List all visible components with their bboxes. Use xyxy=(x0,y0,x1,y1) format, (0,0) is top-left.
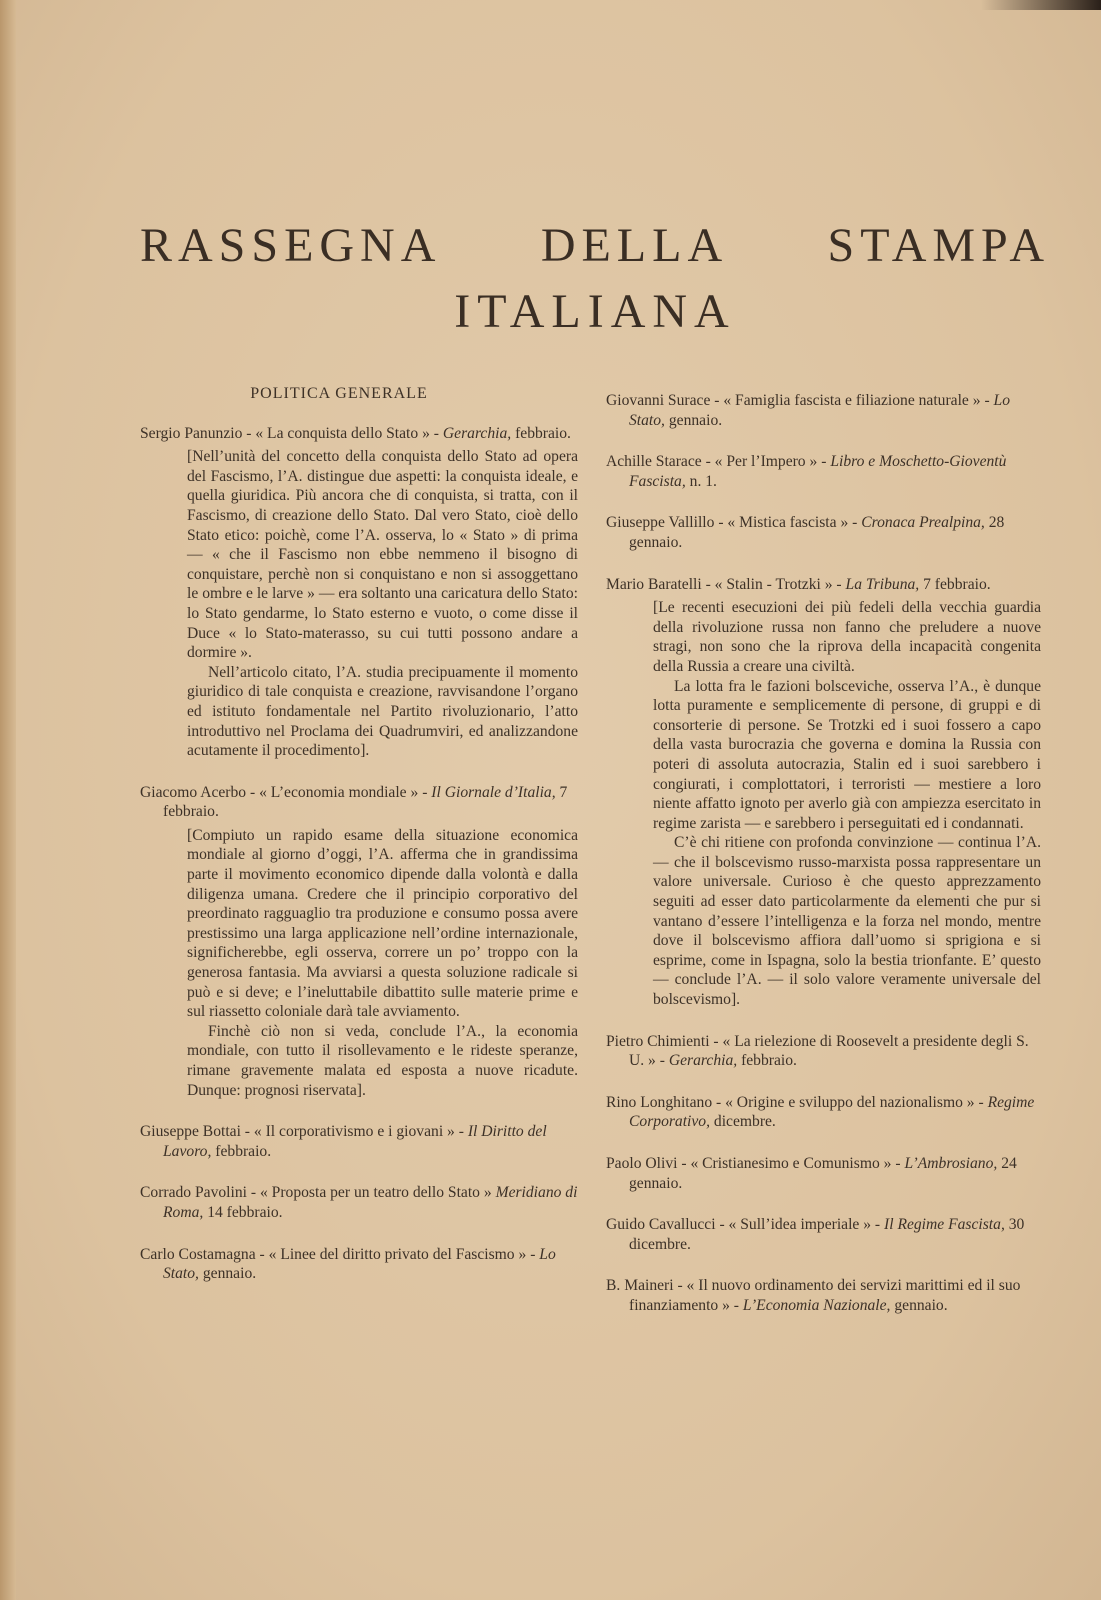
publication-name: Gerarchia, xyxy=(442,424,512,442)
citation-text: Mario Baratelli - « Stalin - Trotzki » - xyxy=(606,575,842,593)
summary-paragraph: La lotta fra le fazioni bolsceviche, osserva l’A., è dunque lotta puramente e semplicemente di persone, di gruppi e di consorterie di persone. Se Trotzki ed i suoi fossero a capo della vasta burocrazia che governa e domina la Russia con poteri di assoluta autocrazia, Stalin ed i suoi sarebbero i congiurati, i complottatori, i terroristi — mestiere a loro niente affatto ignoto per averlo già con ampiezza esercitato in regime zarista — e sarebbero i perseguitati ed i condannati. xyxy=(653,677,1041,832)
publication-name: Libro e Moschetto-Gioventù Fascista, xyxy=(629,453,1007,490)
citation-text: Achille Starace - « Per l’Impero » - xyxy=(606,453,827,471)
citation-entry xyxy=(606,1276,1041,1315)
publication-date: febbraio. xyxy=(515,424,571,442)
left-column xyxy=(140,384,578,1306)
article-summary xyxy=(187,826,578,1100)
summary-paragraph: Finchè ciò non si veda, conclude l’A., la economia mondiale, con tutto il risollevamento e le rideste speranze, rimane gravemente malata ed esposta a nuove ricadute. Dunque: prognosi riservata]. xyxy=(187,1022,578,1099)
citation-text: Giacomo Acerbo - « L’economia mondiale » - xyxy=(140,783,428,801)
page-edge xyxy=(0,0,16,1600)
citation-text: Giovanni Surace - « Famiglia fascista e filiazione naturale » - xyxy=(606,392,990,409)
citation-text: Pietro Chimienti - « La rielezione di Roosevelt a presidente degli S. U. » - xyxy=(606,1032,1029,1070)
publication-date: gennaio. xyxy=(668,411,723,429)
citation-entry xyxy=(140,783,578,1101)
citation-entry xyxy=(606,1215,1041,1254)
publication-date: gennaio. xyxy=(894,1296,948,1314)
publication-date: febbraio. xyxy=(741,1052,797,1070)
publication-date: 24 gennaio. xyxy=(629,1155,1017,1192)
citation-entry xyxy=(606,1093,1041,1132)
citation-entry xyxy=(606,575,1041,1010)
citation-text: Corrado Pavolini - « Proposta per un teatro dello Stato » xyxy=(140,1184,492,1202)
summary-paragraph: C’è chi ritiene con profonda convinzione — continua l’A. — che il bolscevismo russo-marxista possa rappresentare un valore universale. Curioso è che questo apprezzamento seguiti ad esser dato particolarmente da elementi che pur si vantano d’essere l’intelligenza e la forza nel mondo, mentre dove il bolscevismo affiora dall’uomo si sprigiona e si esprime, come in Ispagna, solo la bestia trionfante. E’ questo — conclude l’A. — il solo valore veramente universale del bolscevismo]. xyxy=(653,834,1041,1009)
publication-date: gennaio. xyxy=(202,1265,257,1283)
article-summary xyxy=(187,447,578,761)
publication-date: 7 febbraio. xyxy=(163,783,568,821)
corner-shadow xyxy=(981,0,1101,10)
publication-name: Regime Corporativo, xyxy=(629,1093,1035,1131)
citation-entry xyxy=(606,1154,1041,1193)
publication-date: 28 gennaio. xyxy=(629,514,1005,551)
citation-entry xyxy=(140,1245,578,1284)
publication-date: dicembre. xyxy=(713,1113,776,1131)
citation-text: B. Maineri - « Il nuovo ordinamento dei servizi marittimi ed il suo finanziamento » - xyxy=(606,1277,1021,1314)
summary-paragraph: [Le recenti esecuzioni dei più fedeli della vecchia guardia della rivoluzione russa non fanno che preludere a nuove stragi, non sono che la riprova della incapacità congenita della Russia a creare una civiltà. xyxy=(653,599,1041,675)
publication-date: febbraio. xyxy=(215,1142,272,1160)
publication-name: L’Economia Nazionale, xyxy=(742,1296,891,1314)
citation-text: Giuseppe Vallillo - « Mistica fascista » - xyxy=(606,514,858,532)
citation-entry xyxy=(606,391,1041,430)
publication-name: Il Diritto del Lavoro, xyxy=(163,1123,547,1160)
citation-entry xyxy=(606,452,1041,491)
publication-date: 7 febbraio. xyxy=(923,575,991,593)
summary-paragraph: [Compiuto un rapido esame della situazione economica mondiale al giorno d’oggi, l’A. afferma che in grandissima parte il movimento economico dipende dalla volontà e dalla diligenza umana. Credere che il principio corporativo del preordinato ragguaglio tra produzione e consumo possa avere prestissimo una larga applicazione nell’ordine internazionale, significherebbe, egli osserva, correre un po’ troppo con la generosa fantasia. Ma avviarsi a questa soluzione radicale si può e si deve; e l’ineluttabile dibattito sulle materie prime e sul riassetto coloniale darà tale avviamento. xyxy=(187,826,578,1021)
publication-name: Gerarchia, xyxy=(668,1052,738,1070)
citation-text: Paolo Olivi - « Cristianesimo e Comunismo » - xyxy=(606,1155,901,1172)
citation-entry xyxy=(140,424,578,761)
right-entries xyxy=(606,391,1041,1316)
publication-name: L’Ambrosiano, xyxy=(904,1155,998,1172)
right-column xyxy=(606,391,1041,1338)
citation-text: Carlo Costamagna - « Linee del diritto privato del Fascismo » - xyxy=(140,1245,536,1263)
citation-entry xyxy=(140,1183,578,1222)
citation-entry xyxy=(606,513,1041,552)
publication-name: Il Regime Fascista, xyxy=(884,1216,1005,1234)
left-entries xyxy=(140,424,578,1284)
citation-text: Sergio Panunzio - « La conquista dello Stato » - xyxy=(140,424,439,442)
publication-name: Meridiano di Roma, xyxy=(163,1184,578,1221)
publication-name: Cronaca Prealpina, xyxy=(861,514,985,532)
summary-paragraph: [Nell’unità del concetto della conquista dello Stato ad opera del Fascismo, l’A. distingue due aspetti: la conquista ideale, e quella giuridica. Più ancora che di conquista, si tratta, con il Fascismo, di creazione dello Stato. Dal vero Stato, cioè dello Stato etico: poichè, come l’A. osserva, lo « Stato » di prima — « che il Fascismo non ebbe nemmeno il bisogno di conquistare, perchè non si conquistano e non si assoggettano le ombre e le larve » — era soltanto una caricatura dello Stato: lo Stato gendarme, lo Stato esterno e vuoto, o come disse il Duce « lo Stato-materasso, su cui tutti possono andare a dormire ». xyxy=(187,448,578,662)
citation-text: Giuseppe Bottai - « Il corporativismo e i giovani » - xyxy=(140,1123,464,1141)
publication-name: Lo Stato, xyxy=(163,1245,556,1283)
publication-name: La Tribuna, xyxy=(845,575,920,593)
citation-entry xyxy=(140,1122,578,1161)
citation-entry xyxy=(606,1032,1041,1071)
title-line-2: ITALIANA xyxy=(454,285,736,338)
section-heading: POLITICA GENERALE xyxy=(250,385,428,402)
publication-date: 14 febbraio. xyxy=(207,1203,283,1221)
citation-text: Guido Cavallucci - « Sull’idea imperiale » - xyxy=(606,1216,881,1234)
publication-date: n. 1. xyxy=(689,472,717,490)
publication-name: Lo Stato, xyxy=(629,392,1011,429)
citation-text: Rino Longhitano - « Origine e sviluppo del nazionalismo » - xyxy=(606,1093,984,1111)
page-title xyxy=(140,213,1050,345)
publication-name: Il Giornale d’Italia, xyxy=(431,783,556,801)
title-line-1: RASSEGNA DELLA STAMPA xyxy=(140,219,1050,272)
summary-paragraph: Nell’articolo citato, l’A. studia precipuamente il momento giuridico di tale conquista e creazione, ravvisandone l’organo ed istituto fondamentale nel Partito rivoluzionario, l’atto introduttivo nel Proclama dei Quadrumviri, ed analizzandone acutamente il procedimento]. xyxy=(187,663,578,760)
publication-date: 30 dicembre. xyxy=(629,1216,1025,1253)
article-summary xyxy=(653,598,1041,1009)
